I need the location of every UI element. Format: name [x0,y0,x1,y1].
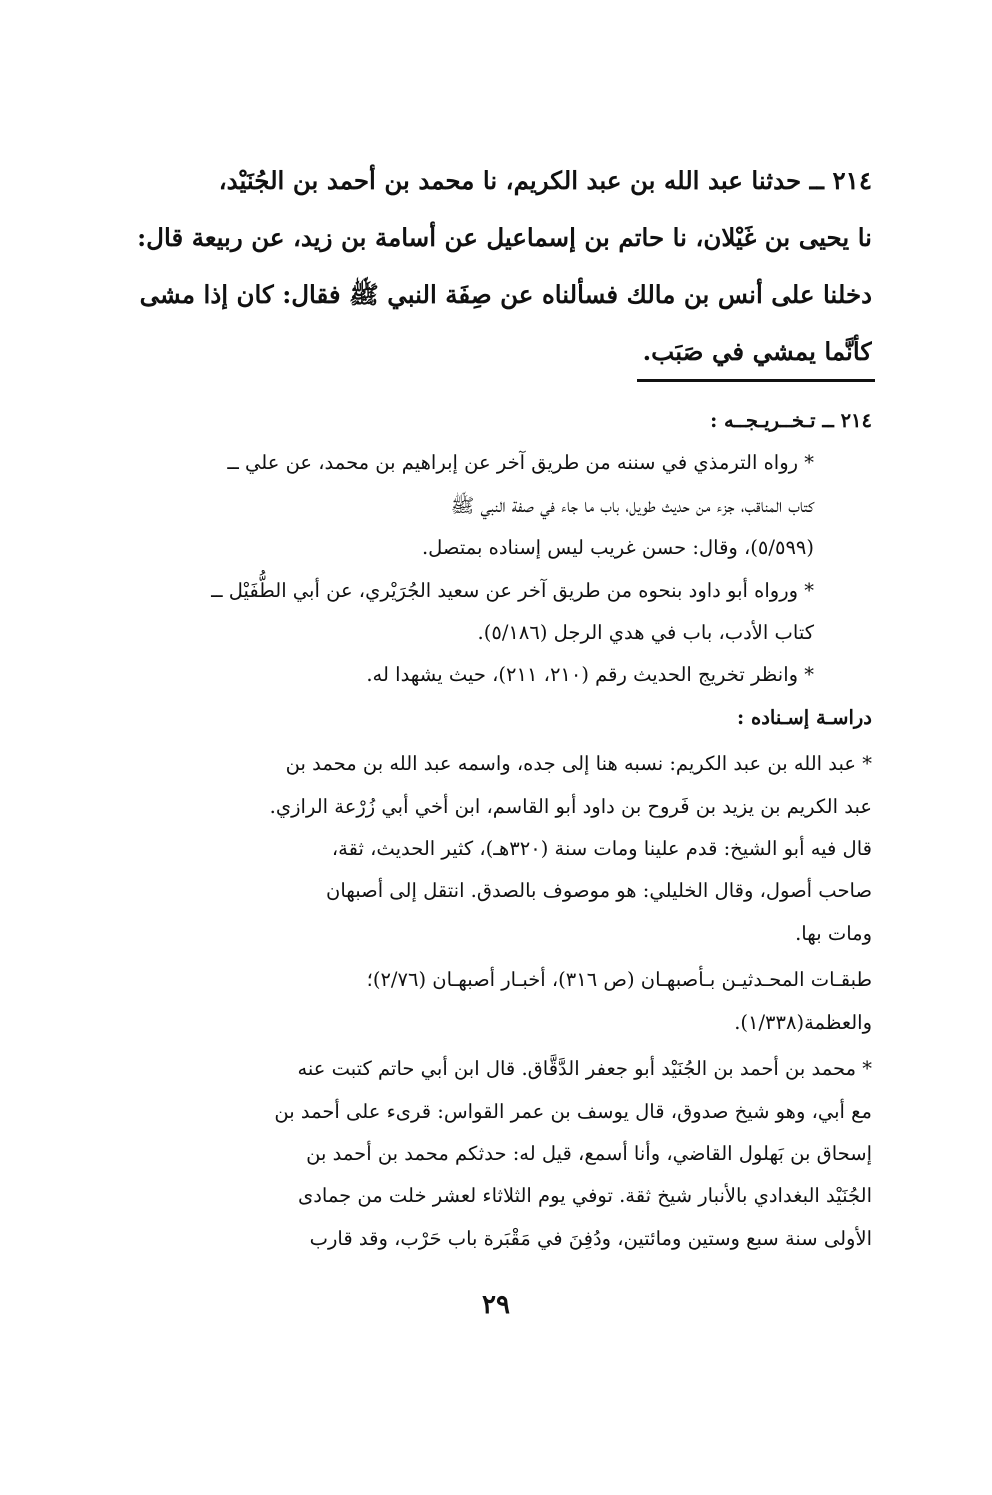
takhrij-heading: ٢١٤ ــ تـخــريـجــه : [710,409,872,432]
hadith-line: دخلنا على أنس بن مالك فسألناه عن صِفَة النبي ﷺ فقال: كان إذا مشى [139,280,872,309]
hadith-text [122,152,872,380]
narrator-line: إسحاق بن بَهلول القاضي، وأنا أسمع، قيل له: حدثكم محمد بن أحمد بن [306,1141,872,1165]
takhrij-line: كتاب الأدب، باب في هدي الرجل (٥/١٨٦). [477,621,814,645]
narrator-line: الجُنَيْد البغدادي بالأنبار شيخ ثقة. توفي يوم الثلاثاء لعشر خلت من جمادى [297,1184,872,1208]
takhrij-line: * ورواه أبو داود بنحوه من طريق آخر عن سعيد الجُرَيْري، عن أبي الطُّفَيْل ــ [211,578,814,602]
narrator-line: الأولى سنة سبع وستين ومائتين، ودُفِنَ في مَقْبَرة باب حَرْب، وقد قارب [309,1226,872,1250]
hadith-line: كأنَّما يمشي في صَبَب. [642,337,872,366]
takhrij-line: (٥/٥٩٩)، وقال: حسن غريب ليس إسناده بمتصل. [421,536,814,560]
takhrij-line: * رواه الترمذي في سننه من طريق آخر عن إبراهيم بن محمد، عن علي ــ [227,451,814,475]
narrator-line: مع أبي، وهو شيخ صدوق، قال يوسف بن عمر القواس: قرىء على أحمد بن [274,1099,872,1123]
hadith-line: ٢١٤ ــ حدثنا عبد الله بن عبد الكريم، نا محمد بن أحمد بن الجُنَيْد، [218,166,872,195]
narrator-line: ومات بها. [795,921,872,945]
takhrij-line: * وانظر تخريج الحديث رقم (٢١٠، ٢١١)، حيث يشهدا له. [366,663,814,687]
narrator-line: عبد الكريم بن يزيد بن فَروح بن داود أبو القاسم، ابن أخي أبي زُرْعة الرازي. [269,794,872,818]
narrator-line: * عبد الله بن عبد الكريم: نسبه هنا إلى جده، واسمه عبد الله بن محمد بن [285,752,872,776]
sources-line: والعظمة(١/٣٣٨). [734,1010,872,1034]
takhrij-line: كتاب المناقب، جزء من حديث طويل، باب ما جاء في صفة النبي ﷺ [450,493,814,517]
narrator-line: * محمد بن أحمد بن الجُنَيْد أبو جعفر الدَّقَّاق. قال ابن أبي حاتم كتبت عنه [297,1057,872,1081]
sources-line: طبقـات المحـدثيـن بـأصبهـان (ص ٣١٦)، أخبـار أصبهـان (٢/٧٦)؛ [366,968,872,992]
footnotes [122,400,872,1260]
dirasa-heading: دراسـة إسـناده : [737,705,872,729]
narrator-line: قال فيه أبو الشيخ: قدم علينا ومات سنة (٣٢٠هـ)، كثير الحديث، ثقة، [331,837,872,861]
page-number: ٢٩ [482,1290,510,1320]
narrator-line: صاحب أصول، وقال الخليلي: هو موصوف بالصدق. انتقل إلى أصبهان [326,879,872,903]
hadith-line: نا يحيى بن غَيْلان، نا حاتم بن إسماعيل عن أسامة بن زيد، عن ربيعة قال: [137,223,872,252]
footnote-divider [637,379,875,382]
